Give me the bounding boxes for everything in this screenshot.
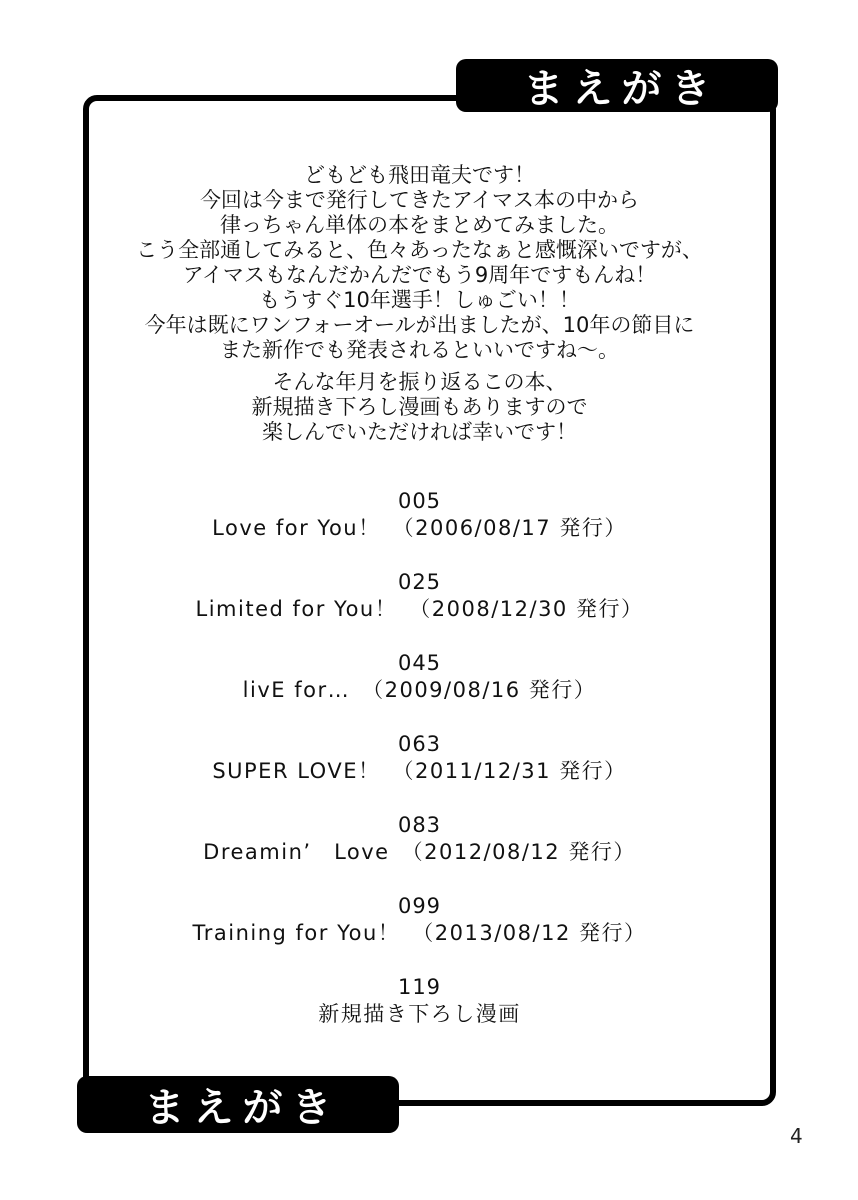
header-banner xyxy=(456,59,778,112)
toc-entry-title: 新規描き下ろし漫画 xyxy=(318,1002,521,1026)
toc-entry-date: （2008/12/30 発行） xyxy=(409,597,644,621)
toc-entry-page-number: 025 xyxy=(397,570,442,594)
toc-entry-title: Dreamin’ Love xyxy=(203,840,390,864)
preface-line: また新作でも発表されるといいですね～。 xyxy=(220,338,619,362)
toc-entry-title: Training for You！ xyxy=(192,921,401,945)
toc-entry-date: （2006/08/17 発行） xyxy=(392,516,627,540)
preface-line: 楽しんでいただければ幸いです！ xyxy=(262,420,577,444)
header-banner-label: まえがき xyxy=(523,66,720,112)
preface-line: アイマスもなんだかんだでもう9周年ですもんね！ xyxy=(182,263,657,287)
footer-banner-label: まえがき xyxy=(144,1085,341,1131)
toc-entry-title: SUPER LOVE！ xyxy=(212,759,381,783)
toc-entry-date: （2013/08/12 発行） xyxy=(412,921,647,945)
toc-entry xyxy=(83,488,756,542)
toc-entry xyxy=(83,812,756,866)
toc-entry-page-number: 099 xyxy=(397,894,442,918)
toc-entry-date: （2011/12/31 発行） xyxy=(392,759,627,783)
toc-entry-title-line xyxy=(83,839,756,866)
toc-entry-title-line xyxy=(83,515,756,542)
toc-entry-title: livE for… xyxy=(242,678,351,702)
page-number: 4 xyxy=(790,1124,803,1148)
toc-entry-title: Limited for You！ xyxy=(195,597,398,621)
toc-entry-title-line xyxy=(83,758,756,785)
toc-entry-page-number: 083 xyxy=(397,813,442,837)
toc-entry xyxy=(83,650,756,704)
toc-entry-page-number: 045 xyxy=(397,651,442,675)
preface-line: 律っちゃん単体の本をまとめてみました。 xyxy=(220,213,619,237)
preface-line: もうすぐ10年選手！しゅごい！！ xyxy=(259,288,580,312)
toc-entry-date: （2012/08/12 発行） xyxy=(401,840,636,864)
toc-entry-title-line xyxy=(83,1001,756,1028)
preface-line: どもども飛田竜夫です！ xyxy=(304,163,535,187)
page-content xyxy=(83,163,756,1055)
preface-line: そんな年月を振り返るこの本、 xyxy=(272,370,567,394)
table-of-contents xyxy=(83,488,756,1028)
toc-entry xyxy=(83,569,756,623)
preface-line: 新規描き下ろし漫画もありますので xyxy=(251,395,588,419)
preface-line: 今年は既にワンフォーオールが出ましたが、10年の節目に xyxy=(144,313,695,337)
preface-paragraph-1 xyxy=(83,163,756,363)
toc-entry xyxy=(83,731,756,785)
toc-entry-date: （2009/08/16 発行） xyxy=(362,678,597,702)
preface-line: こう全部通してみると、色々あったなぁと感慨深いですが、 xyxy=(136,238,703,262)
toc-entry-title-line xyxy=(83,596,756,623)
toc-entry-title-line xyxy=(83,677,756,704)
toc-entry-title: Love for You！ xyxy=(212,516,381,540)
toc-entry xyxy=(83,974,756,1028)
toc-entry xyxy=(83,893,756,947)
preface-paragraph-2 xyxy=(83,370,756,445)
footer-banner xyxy=(77,1076,399,1133)
toc-entry-title-line xyxy=(83,920,756,947)
toc-entry-page-number: 005 xyxy=(397,489,442,513)
preface-line: 今回は今まで発行してきたアイマス本の中から xyxy=(199,188,640,212)
toc-entry-page-number: 063 xyxy=(397,732,442,756)
toc-entry-page-number: 119 xyxy=(397,975,442,999)
